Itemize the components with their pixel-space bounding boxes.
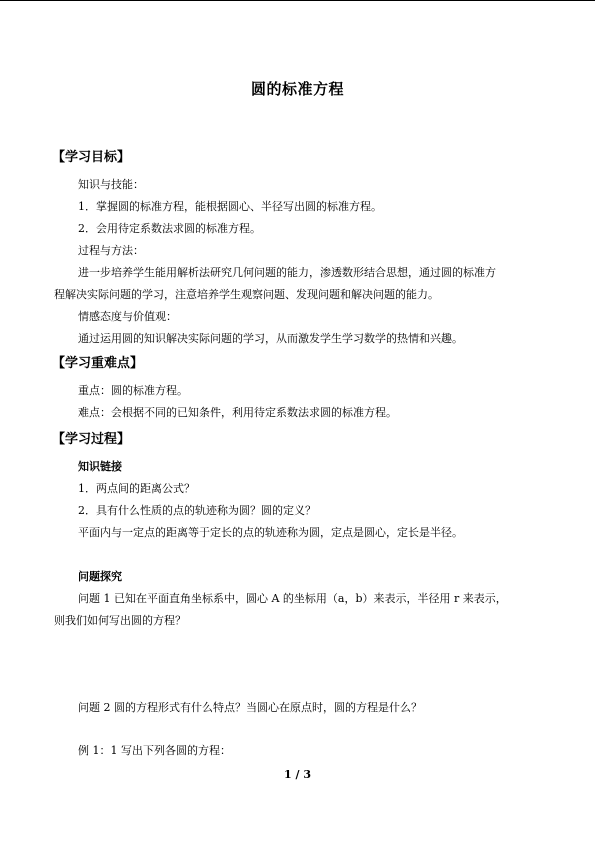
problem-1-line-2: 则我们如何写出圆的方程？ <box>54 614 186 627</box>
goal-item-2: 2．会用待定系数法求圆的标准方程。 <box>78 222 261 235</box>
goal-item-1: 1．掌握圆的标准方程，能根据圆心、半径写出圆的标准方程。 <box>78 200 382 213</box>
section-heading-key-points: 【学习重难点】 <box>52 356 144 371</box>
problem-1-line-1: 问题 1 已知在平面直角坐标系中，圆心 A 的坐标用（a，b）来表示，半径用 r 来表示， <box>78 592 507 605</box>
page-number: 1 / 3 <box>284 768 311 781</box>
emotion-text: 通过运用圆的知识解决实际问题的学习，从而激发学生学习数学的热情和兴趣。 <box>78 332 463 345</box>
emotion-label: 情感态度与价值观： <box>78 310 177 323</box>
link-question-2: 2．具有什么性质的点的轨迹称为圆？圆的定义？ <box>78 504 316 517</box>
process-text-line-2: 程解决实际问题的学习，注意培养学生观察问题、发现问题和解决问题的能力。 <box>54 288 439 301</box>
circle-definition: 平面内与一定点的距离等于定长的点的轨迹称为圆，定点是圆心，定长是半径。 <box>78 526 463 539</box>
process-text-line-1: 进一步培养学生能用解析法研究几何问题的能力，渗透数形结合思想，通过圆的标准方 <box>78 266 496 279</box>
section-heading-goals: 【学习目标】 <box>52 150 131 165</box>
process-label: 过程与方法： <box>78 244 144 257</box>
difficulty-text: 难点：会根据不同的已知条件，利用待定系数法求圆的标准方程。 <box>78 406 397 419</box>
problem-2: 问题 2 圆的方程形式有什么特点？当圆心在原点时，圆的方程是什么？ <box>78 701 422 714</box>
link-question-1: 1．两点间的距离公式？ <box>78 482 195 495</box>
page-title: 圆的标准方程 <box>250 80 344 98</box>
knowledge-label: 知识与技能： <box>78 178 144 191</box>
problem-explore-heading: 问题探究 <box>78 570 122 583</box>
example-1: 例 1：1 写出下列各圆的方程： <box>78 744 231 757</box>
knowledge-link-heading: 知识链接 <box>78 460 122 473</box>
section-heading-process: 【学习过程】 <box>52 432 131 447</box>
page-top-rule <box>0 0 595 1</box>
focus-text: 重点：圆的标准方程。 <box>78 384 188 397</box>
